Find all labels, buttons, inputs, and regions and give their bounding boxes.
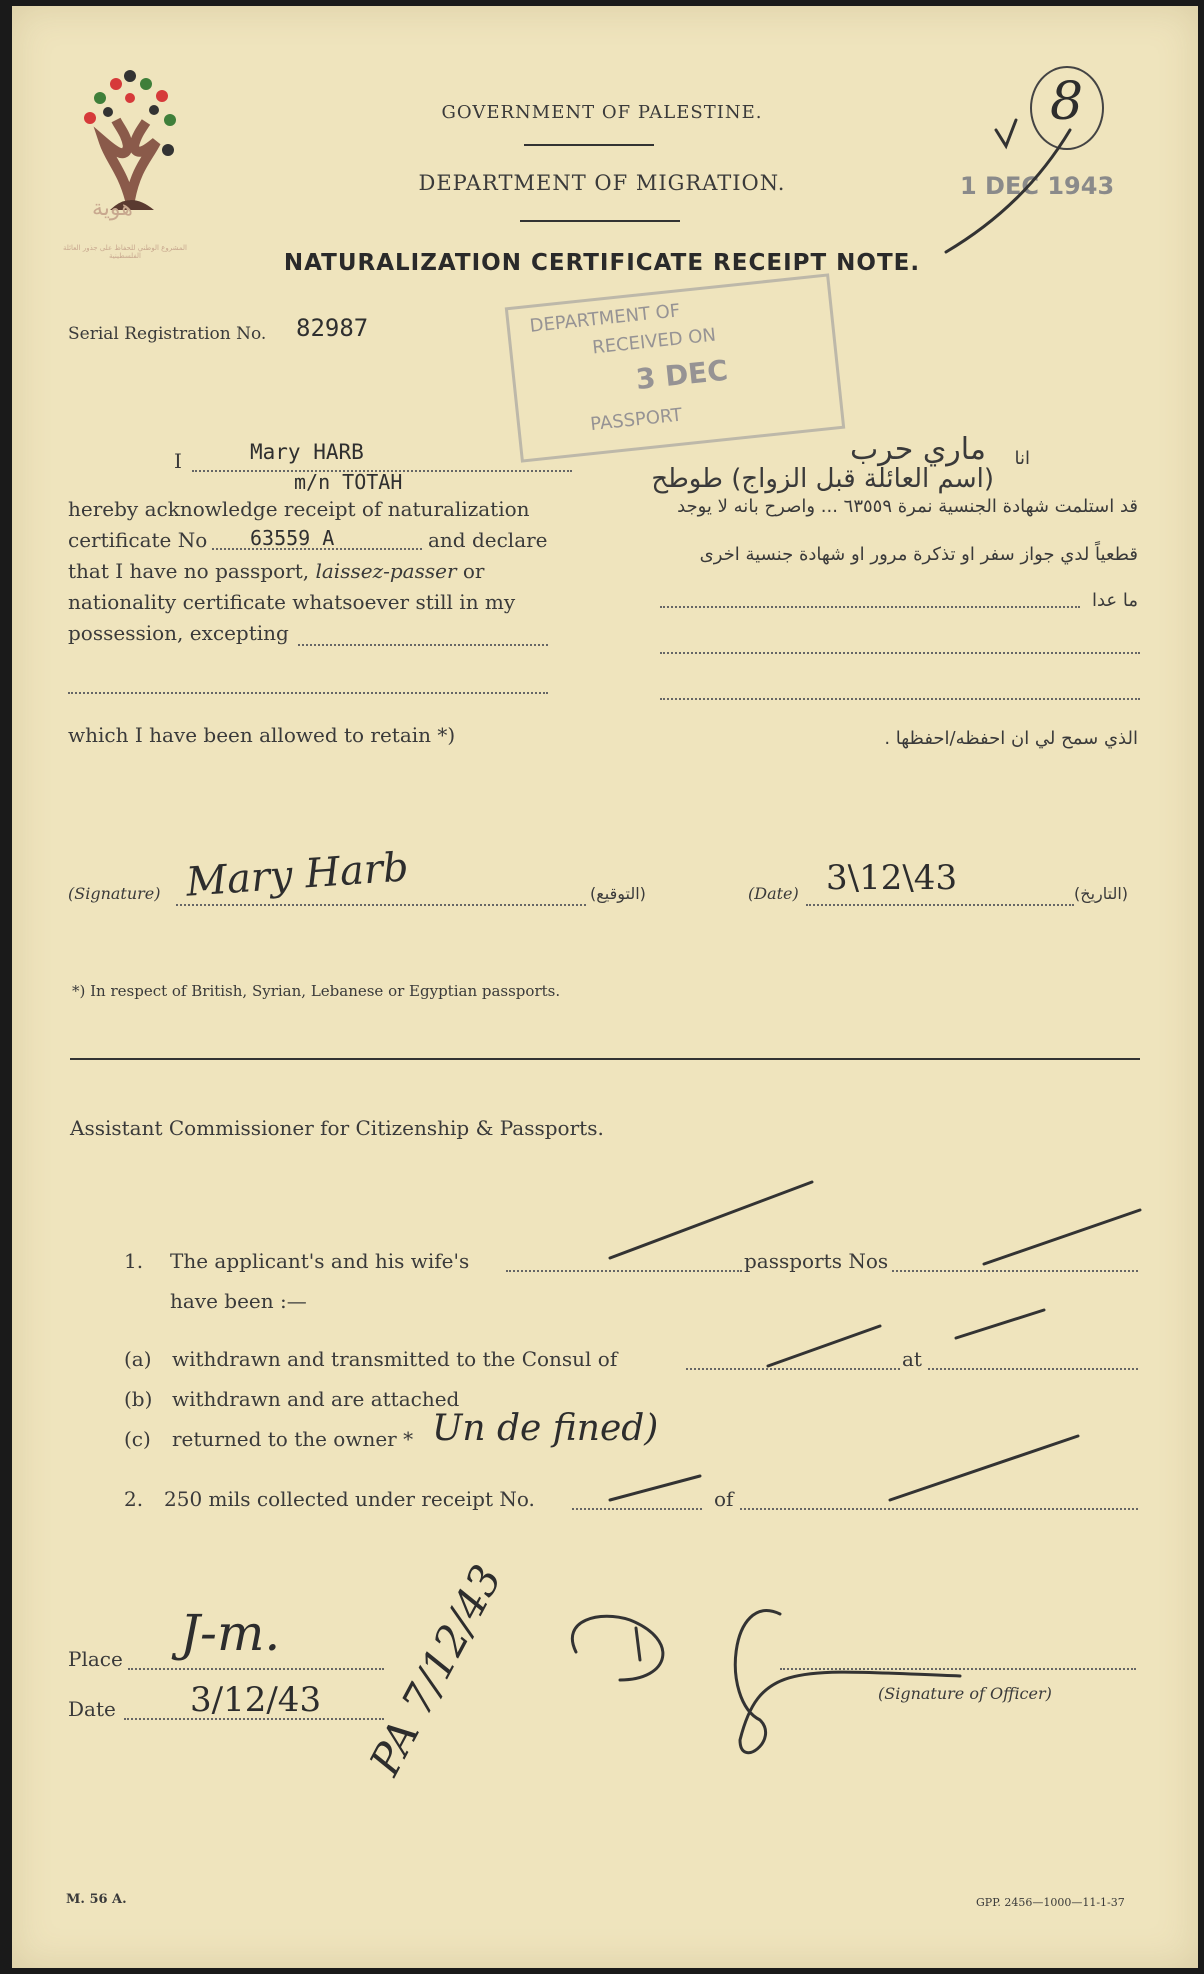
- date-label: (Date): [748, 884, 799, 903]
- item-number: 1.: [124, 1249, 144, 1273]
- sub-item-text: withdrawn and are attached: [172, 1387, 460, 1411]
- folio-number: 8: [1050, 72, 1084, 132]
- header-rule: [524, 144, 654, 146]
- item-number: 2.: [124, 1487, 144, 1511]
- place-label: Place: [68, 1647, 123, 1671]
- sub-item-label: (a): [124, 1347, 152, 1371]
- stamp-date: 3 DEC: [634, 353, 730, 397]
- applicant-name: Mary HARB: [250, 440, 364, 464]
- item-text: 250 mils collected under receipt No.: [164, 1487, 535, 1511]
- declaration-line: nationality certificate whatsoever still in my: [68, 590, 516, 614]
- logo-caption: المشروع الوطني للحفاظ على جذور العائلة الفلسطينية: [63, 244, 187, 260]
- arabic-name: ماري حرب: [849, 432, 986, 467]
- signature-label: (Signature): [68, 884, 161, 903]
- officer-signature-label: (Signature of Officer): [878, 1684, 1052, 1703]
- office-date-value: 3/12/43: [190, 1680, 322, 1720]
- declaration-line: certificate No: [68, 528, 208, 552]
- tree-logo-icon: [70, 50, 190, 260]
- stamp-line: DEPARTMENT OF: [528, 300, 682, 337]
- item-text: have been :—: [170, 1289, 307, 1313]
- sub-item-label: (c): [124, 1427, 151, 1451]
- footnote: *) In respect of British, Syrian, Lebanese or Egyptian passports.: [72, 982, 561, 1000]
- sub-item-label: (b): [124, 1387, 153, 1411]
- declaration-text: that I have no passport,: [68, 559, 310, 583]
- signature-date: 3\12\43: [826, 858, 958, 898]
- laissez-passer-text: laissez-passer: [315, 559, 457, 583]
- sub-item-text: returned to the owner *: [172, 1427, 414, 1451]
- declaration-text: or: [462, 559, 485, 583]
- corner-date-stamp: 1 DEC 1943: [960, 172, 1115, 200]
- stamp-line: PASSPORT: [589, 404, 684, 436]
- department-heading: DEPARTMENT OF MIGRATION.: [418, 171, 786, 195]
- government-heading: GOVERNMENT OF PALESTINE.: [441, 102, 763, 123]
- applicant-signature: Mary Harb: [184, 844, 411, 906]
- section-divider: [70, 1058, 1140, 1060]
- item-text: of: [714, 1487, 734, 1511]
- declaration-line: which I have been allowed to retain *): [68, 723, 456, 747]
- sub-item-text: at: [902, 1347, 922, 1371]
- serial-label: Serial Registration No.: [68, 324, 267, 344]
- declaration-line: [68, 556, 484, 587]
- declaration-prefix: I: [174, 449, 182, 473]
- declaration-line: possession, excepting: [68, 621, 289, 645]
- item-text: The applicant's and his wife's: [170, 1249, 470, 1273]
- declaration-line: and declare: [428, 528, 548, 552]
- document-title: NATURALIZATION CERTIFICATE RECEIPT NOTE.: [283, 250, 921, 276]
- handwritten-note: Un de fined): [432, 1408, 659, 1449]
- arabic-line: قد استلمت شهادة الجنسية نمرة ٦٣٥٥٩ ... واصرح بانه لا يوجد: [677, 496, 1138, 517]
- date-arabic-label: (التاريخ): [1074, 884, 1129, 903]
- office-date-label: Date: [68, 1697, 116, 1721]
- header-rule: [520, 220, 680, 222]
- serial-number: 82987: [296, 314, 369, 342]
- arabic-line: الذي سمح لي ان احفظه/احفظها .: [884, 728, 1138, 749]
- stamp-line: RECEIVED ON: [591, 324, 717, 359]
- print-number: GPP. 2456—1000—11-1-37: [976, 1896, 1125, 1909]
- declaration-line: hereby acknowledge receipt of naturalization: [68, 497, 530, 521]
- certificate-number: 63559 A: [250, 526, 335, 550]
- arabic-line: ما عدا: [1091, 590, 1138, 611]
- sub-item-text: withdrawn and transmitted to the Consul of: [172, 1347, 618, 1371]
- logo-arabic-text: هوية: [92, 196, 133, 221]
- place-value: J-m.: [180, 1604, 281, 1662]
- office-heading: Assistant Commissioner for Citizenship & Passports.: [70, 1116, 604, 1140]
- item-text: passports Nos: [744, 1249, 889, 1273]
- arabic-name-label: انا: [1014, 448, 1030, 469]
- arabic-maiden-name: (اسم العائلة قبل الزواج) طوطح: [651, 464, 994, 494]
- arabic-line: قطعياً لدي جواز سفر او تذكرة مرور او شهادة جنسية اخرى: [699, 544, 1138, 565]
- form-number: M. 56 A.: [66, 1892, 127, 1907]
- maiden-name: m/n TOTAH: [294, 470, 403, 494]
- signature-arabic-label: (التوقيع): [590, 884, 646, 903]
- margin-note: PA 7/12/43: [360, 1556, 512, 1784]
